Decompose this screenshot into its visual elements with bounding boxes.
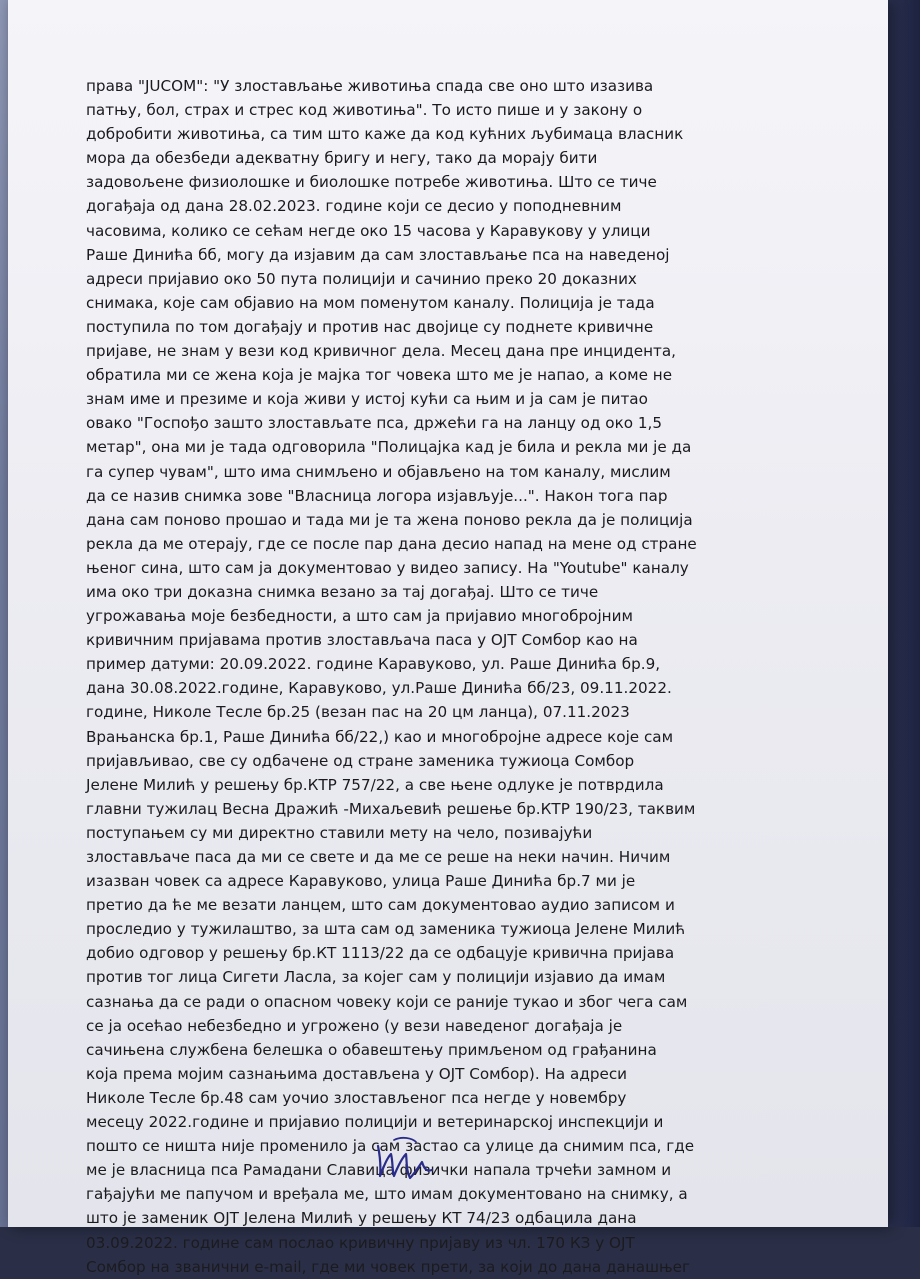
dark-background-edge xyxy=(884,0,920,1227)
text-line: пошто се ништа није променило ја сам застао са улице да снимим пса, где xyxy=(86,1137,695,1156)
text-line: задовољене физиолошке и биолошке потребе животиња. Што се тиче xyxy=(86,173,657,192)
text-line: знам име и презиме и која живи у истој кући са њим и ја сам је питао xyxy=(86,390,648,409)
text-line: мора да обезбеди адекватну бригу и негу, тако да морају бити xyxy=(86,149,598,168)
text-line: претио да ће ме везати ланцем, што сам документовао аудио записом и xyxy=(86,896,675,915)
text-line: дана 30.08.2022.године, Каравуково, ул.Раше Динића бб/23, 09.11.2022. xyxy=(86,679,672,698)
text-line: пријаве, не знам у вези код кривичног дела. Месец дана пре инцидента, xyxy=(86,342,676,361)
text-line: Раше Динића бб, могу да изјавим да сам злостављање пса на наведеној xyxy=(86,245,670,264)
text-line: пријављивао, све су одбачене од стране заменика тужиоца Сомбор xyxy=(86,751,635,770)
text-line: дана сам поново прошао и тада ми је та жена поново рекла да је полиција xyxy=(86,510,693,529)
text-line: патњу, бол, страх и стрес код животиња". То исто пише и у закону о xyxy=(86,101,643,120)
text-line: њеног сина, што сам ја документовао у видео запису. На "Youtube" каналу xyxy=(86,558,689,577)
text-line: године, Николе Тесле бр.25 (везан пас на 20 цм ланца), 07.11.2023 xyxy=(86,703,630,722)
handwritten-signature xyxy=(372,1132,442,1188)
text-line: да се назив снимка зове "Власница логора изјављује...". Након тога пар xyxy=(86,486,668,505)
text-line: пример датуми: 20.09.2022. године Каравуково, ул. Раше Динића бр.9, xyxy=(86,655,661,674)
text-line: месецу 2022.године и пријавио полицији и ветеринарској инспекцији и xyxy=(86,1113,664,1132)
text-line: Јелене Милић у решењу бр.КТР 757/22, а све њене одлуке је потврдила xyxy=(86,775,664,794)
text-line: рекла да ме отерају, где се после пар дана десио напад на мене од стране xyxy=(86,534,697,553)
text-line: главни тужилац Весна Дражић -Михаљевић решење бр.КТР 190/23, таквим xyxy=(86,799,696,818)
text-line: снимака, које сам објавио на мом поменутом каналу. Полиција је тада xyxy=(86,293,655,312)
text-line: гађајући ме папучом и вређала ме, што имам документовано на снимку, а xyxy=(86,1185,688,1204)
text-line: 03.09.2022. године сам послао кривичну пријаву из чл. 170 КЗ у ОЈТ xyxy=(86,1233,635,1252)
text-line: има око три доказна снимка везано за тај догађај. Што се тиче xyxy=(86,582,599,601)
text-line: против тог лица Сигети Ласла, за којег сам у полицији изјавио да имам xyxy=(86,968,666,987)
text-line: овако "Госпођо зашто злостављате пса, држећи га на ланцу од око 1,5 xyxy=(86,414,663,433)
document-body xyxy=(86,74,786,1279)
text-line: часовима, колико се сећам негде око 15 часова у Каравукову у улици xyxy=(86,221,651,240)
text-line: изазван човек са адресе Каравуково, улица Раше Динића бр.7 ми је xyxy=(86,872,636,891)
text-line: Врањанска бр.1, Раше Динића бб/22,) као и многобројне адресе које сам xyxy=(86,727,674,746)
text-line: се ја осећао небезбедно и угрожено (у вези наведеног догађаја је xyxy=(86,1016,623,1035)
text-line: злостављаче паса да ми се свете и да ме се реше на неки начин. Ничим xyxy=(86,848,671,866)
text-line: сачињена службена белешка о обавештењу примљеном од грађанина xyxy=(86,1040,657,1059)
text-line: Сомбор на званични e-mail, где ми човек прети, за који до дана данашњег xyxy=(86,1257,690,1276)
text-line: права "JUCOM": "У злостављање животиња спада све оно што изазива xyxy=(86,77,654,95)
text-line: поступила по том догађају и против нас двојице су поднете кривичне xyxy=(86,317,654,336)
text-line: адреси пријавио око 50 пута полицији и сачинио преко 20 доказних xyxy=(86,269,637,288)
text-line: догађаја од дана 28.02.2023. године који се десио у поподневним xyxy=(86,197,622,216)
text-line: добробити животиња, са тим што каже да код кућних љубимаца власник xyxy=(86,125,684,144)
text-line: сазнања да се ради о опасном човеку који се раније тукао и због чега сам xyxy=(86,992,688,1011)
text-line: која према мојим сазнањима достављена у ОЈТ Сомбор). На адреси xyxy=(86,1064,628,1083)
text-line: кривичним пријавама против злостављача паса у ОЈТ Сомбор као на xyxy=(86,631,638,650)
text-line: Николе Тесле бр.48 сам уочио злостављеног пса негде у новембру xyxy=(86,1088,627,1107)
text-line: што је заменик ОЈТ Јелена Милић у решењу КТ 74/23 одбацила дана xyxy=(86,1209,637,1228)
text-line: метар", она ми је тада одговорила "Полицајка кад је била и рекла ми је да xyxy=(86,438,692,457)
text-line: га супер чувам", што има снимљено и објављено на том каналу, мислим xyxy=(86,462,671,481)
text-line: обратила ми се жена која је мајка тог човека што ме је напао, а коме не xyxy=(86,366,673,385)
text-line: добио одговор у решењу бр.КТ 1113/22 да се одбацује кривична пријава xyxy=(86,944,675,963)
text-line: поступањем су ми директно ставили мету на чело, позивајући xyxy=(86,823,593,842)
text-line: угрожавања моје безбедности, а што сам ја пријавио многобројним xyxy=(86,607,633,626)
text-line: проследио у тужилаштво, за шта сам од заменика тужиоца Јелене Милић xyxy=(86,920,686,939)
text-line: ме је власница пса Рамадани Славица физички напала трчећи замном и xyxy=(86,1161,672,1180)
